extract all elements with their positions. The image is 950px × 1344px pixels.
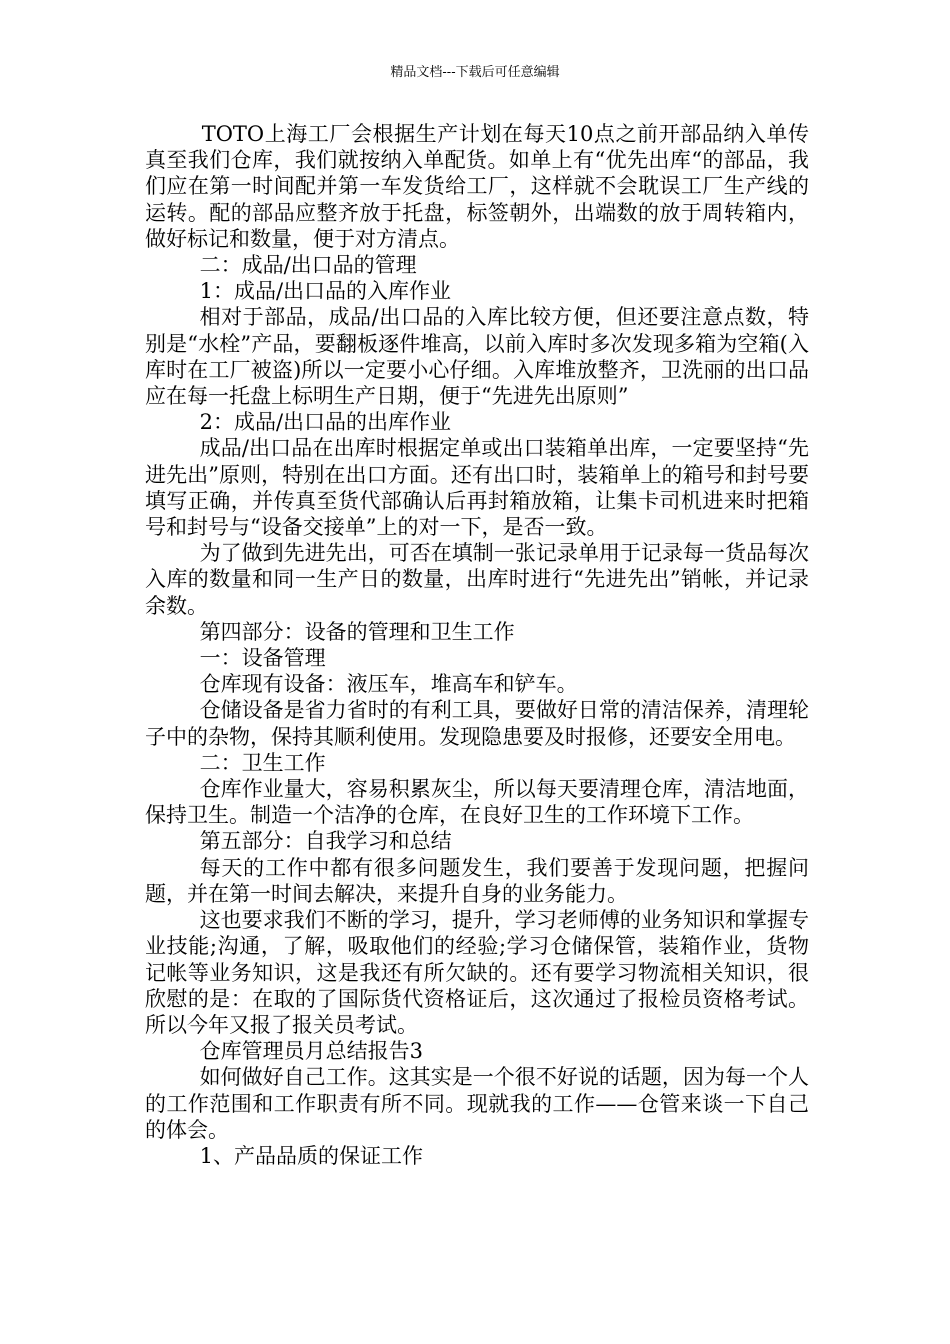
part-heading: 第五部分：自我学习和总结 — [199, 829, 452, 854]
paragraph: 每天的工作中都有很多问题发生，我们要善于发现问题，把握问题，并在第一时间去解决，来提升自身的业务能力。 — [145, 855, 809, 906]
document-body — [145, 121, 809, 1169]
page-header: 精品文档---下载后可任意编辑 — [390, 65, 560, 80]
paragraph: TOTO上海工厂会根据生产计划在每天10点之前开部品纳入单传真至我们仓库，我们就按纳入单配货。如单上有“优先出库“的部品，我们应在第一时间配并第一车发货给工厂，这样就不会耽误工厂生产线的运转。配的部品应整齐放于托盘，标签朝外，出端数的放于周转箱内，做好标记和数量，便于对方清点。 — [145, 122, 809, 251]
report-title: 仓库管理员月总结报告3 — [199, 1039, 423, 1064]
paragraph: 相对于部品，成品/出口品的入库比较方便，但还要注意点数，特别是“水栓”产品，要翻板逐件堆高，以前入库时多次发现多箱为空箱(入库时在工厂被盗)所以一定要小心仔细。入库堆放整齐，卫洗丽的出口品应在每一托盘上标明生产日期，便于“先进先出原则” — [145, 305, 809, 409]
paragraph: 如何做好自己工作。这其实是一个很不好说的话题，因为每一个人的工作范围和工作职责有所不同。现就我的工作——仓管来谈一下自己的体会。 — [145, 1065, 809, 1142]
subsection-heading: 1、产品品质的保证工作 — [199, 1143, 423, 1168]
paragraph: 成品/出口品在出库时根据定单或出口装箱单出库，一定要坚持“先进先出”原则，特别在出口方面。还有出口时，装箱单上的箱号和封号要填写正确，并传真至货代部确认后再封箱放箱，让集卡司机进来时把箱号和封号与“设备交接单”上的对一下，是否一致。 — [145, 436, 809, 540]
paragraph: 仓储设备是省力省时的有利工具，要做好日常的清洁保养，清理轮子中的杂物，保持其顺利使用。发现隐患要及时报修，还要安全用电。 — [145, 698, 809, 749]
section-heading: 一：设备管理 — [199, 646, 326, 671]
paragraph: 这也要求我们不断的学习，提升，学习老师傅的业务知识和掌握专业技能;沟通，了解，吸取他们的经验;学习仓储保管，装箱作业，货物记帐等业务知识，这是我还有所欠缺的。还有要学习物流相关知识，很欣慰的是：在取的了国际货代资格证后，这次通过了报检员资格考试。所以今年又报了报关员考试。 — [145, 908, 809, 1037]
subsection-heading: 2：成品/出口品的出库作业 — [199, 410, 452, 435]
paragraph: 仓库作业量大，容易积累灰尘，所以每天要清理仓库，清洁地面，保持卫生。制造一个洁净的仓库，在良好卫生的工作环境下工作。 — [145, 777, 809, 828]
paragraph: 为了做到先进先出，可否在填制一张记录单用于记录每一货品每次入库的数量和同一生产日的数量，出库时进行“先进先出”销帐，并记录余数。 — [145, 541, 809, 618]
section-heading: 二：成品/出口品的管理 — [199, 253, 417, 278]
paragraph: 仓库现有设备：液压车，堆高车和铲车。 — [199, 672, 578, 697]
part-heading: 第四部分：设备的管理和卫生工作 — [199, 619, 515, 644]
section-heading: 二：卫生工作 — [199, 750, 326, 775]
subsection-heading: 1：成品/出口品的入库作业 — [199, 279, 452, 304]
